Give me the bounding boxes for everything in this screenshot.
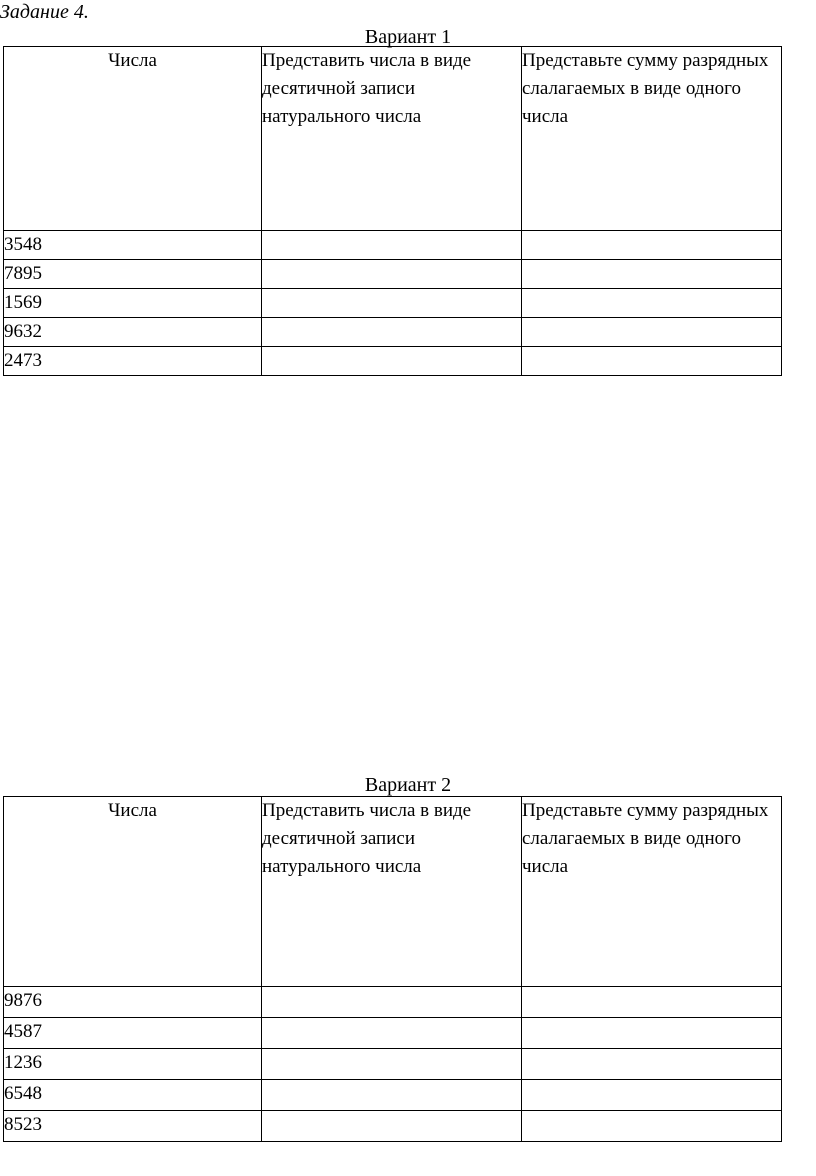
- header-sum-of-digit-terms: Представьте сумму разрядных слалагаемых в виде одного числа: [522, 797, 782, 987]
- answer-cell[interactable]: [522, 318, 782, 347]
- variant-2-table: [3, 796, 782, 1142]
- answer-cell[interactable]: [522, 1080, 782, 1111]
- answer-cell[interactable]: [522, 347, 782, 376]
- task-title: Задание 4.: [0, 1, 89, 23]
- header-decimal-notation: Представить числа в виде десятичной записи натурального числа: [262, 47, 522, 231]
- variant-2-title: Вариант 2: [364, 774, 452, 796]
- answer-cell[interactable]: [262, 318, 522, 347]
- table-row: [4, 1111, 782, 1142]
- header-numbers: Числа: [4, 47, 262, 231]
- table-row: [4, 347, 782, 376]
- answer-cell[interactable]: [522, 289, 782, 318]
- variant-1-title: Вариант 1: [364, 26, 452, 48]
- table-row: [4, 1018, 782, 1049]
- answer-cell[interactable]: [522, 1049, 782, 1080]
- table-row: [4, 231, 782, 260]
- answer-cell[interactable]: [262, 1049, 522, 1080]
- answer-cell[interactable]: [262, 289, 522, 318]
- table-row: [4, 1080, 782, 1111]
- answer-cell[interactable]: [522, 231, 782, 260]
- number-cell: 2473: [4, 347, 262, 376]
- table-header-row: [4, 797, 782, 987]
- table-row: [4, 260, 782, 289]
- header-sum-of-digit-terms: Представьте сумму разрядных слалагаемых в виде одного числа: [522, 47, 782, 231]
- header-decimal-notation: Представить числа в виде десятичной записи натурального числа: [262, 797, 522, 987]
- table-row: [4, 987, 782, 1018]
- answer-cell[interactable]: [262, 987, 522, 1018]
- table-row: [4, 318, 782, 347]
- number-cell: 1569: [4, 289, 262, 318]
- number-cell: 4587: [4, 1018, 262, 1049]
- number-cell: 1236: [4, 1049, 262, 1080]
- answer-cell[interactable]: [522, 1111, 782, 1142]
- number-cell: 6548: [4, 1080, 262, 1111]
- number-cell: 3548: [4, 231, 262, 260]
- number-cell: 7895: [4, 260, 262, 289]
- answer-cell[interactable]: [262, 1080, 522, 1111]
- variant-1-table: [3, 46, 782, 376]
- answer-cell[interactable]: [262, 260, 522, 289]
- answer-cell[interactable]: [262, 1018, 522, 1049]
- table-row: [4, 1049, 782, 1080]
- number-cell: 9632: [4, 318, 262, 347]
- answer-cell[interactable]: [522, 260, 782, 289]
- table-row: [4, 289, 782, 318]
- header-numbers: Числа: [4, 797, 262, 987]
- number-cell: 8523: [4, 1111, 262, 1142]
- answer-cell[interactable]: [262, 347, 522, 376]
- answer-cell[interactable]: [522, 1018, 782, 1049]
- number-cell: 9876: [4, 987, 262, 1018]
- table-header-row: [4, 47, 782, 231]
- answer-cell[interactable]: [262, 231, 522, 260]
- answer-cell[interactable]: [522, 987, 782, 1018]
- answer-cell[interactable]: [262, 1111, 522, 1142]
